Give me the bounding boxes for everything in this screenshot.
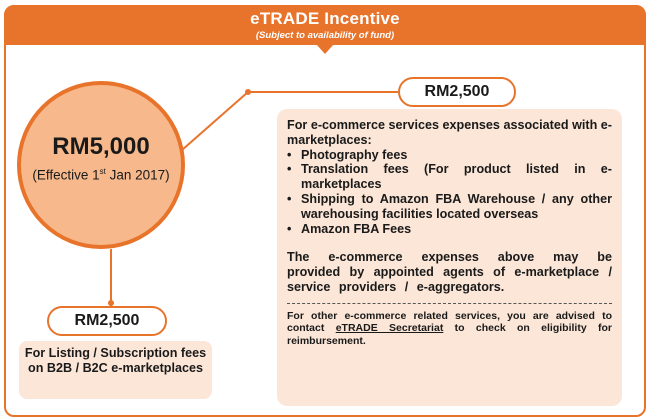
effective-sup: st bbox=[99, 167, 106, 176]
services-intro: For e-commerce services expenses associated with e-marketplaces: bbox=[287, 118, 612, 147]
effective-suffix: Jan 2017) bbox=[105, 167, 170, 183]
list-item: • Amazon FBA Fees bbox=[287, 222, 612, 237]
list-item: • Translation fees (For product listed in e-marketplaces bbox=[287, 162, 612, 192]
total-amount-circle bbox=[17, 81, 185, 249]
dashed-divider bbox=[287, 303, 612, 304]
effective-date bbox=[21, 167, 181, 183]
total-amount: RM5,000 bbox=[52, 133, 150, 160]
services-list bbox=[287, 148, 612, 237]
other-prefix: For other e-commerce related services, you are advised to contact bbox=[287, 309, 612, 335]
services-expenses-box bbox=[277, 109, 622, 406]
other-services-note bbox=[287, 310, 612, 348]
effective-prefix: (Effective 1 bbox=[32, 167, 100, 183]
list-item: • Photography fees bbox=[287, 148, 612, 163]
connector-right-dot bbox=[245, 89, 251, 95]
right-amount-pill: RM2,500 bbox=[398, 77, 516, 107]
page-title: eTRADE Incentive bbox=[250, 9, 400, 28]
listing-subscription-box: For Listing / Subscription fees on B2B / B2C e-marketplaces bbox=[19, 341, 212, 399]
left-amount-pill: RM2,500 bbox=[47, 306, 167, 336]
etrade-secretariat-link[interactable]: eTRADE Secretariat bbox=[335, 322, 444, 335]
other-suffix: to check on eligibility for reimbursement. bbox=[287, 322, 612, 347]
list-item: • Shipping to Amazon FBA Warehouse / any other warehousing facilities located overseas bbox=[287, 192, 612, 222]
expenses-note: The e-commerce expenses above may be provided by appointed agents of e-marketplace / service providers / e-aggregators. bbox=[287, 250, 612, 294]
page-subtitle: (Subject to availability of fund) bbox=[255, 30, 395, 41]
